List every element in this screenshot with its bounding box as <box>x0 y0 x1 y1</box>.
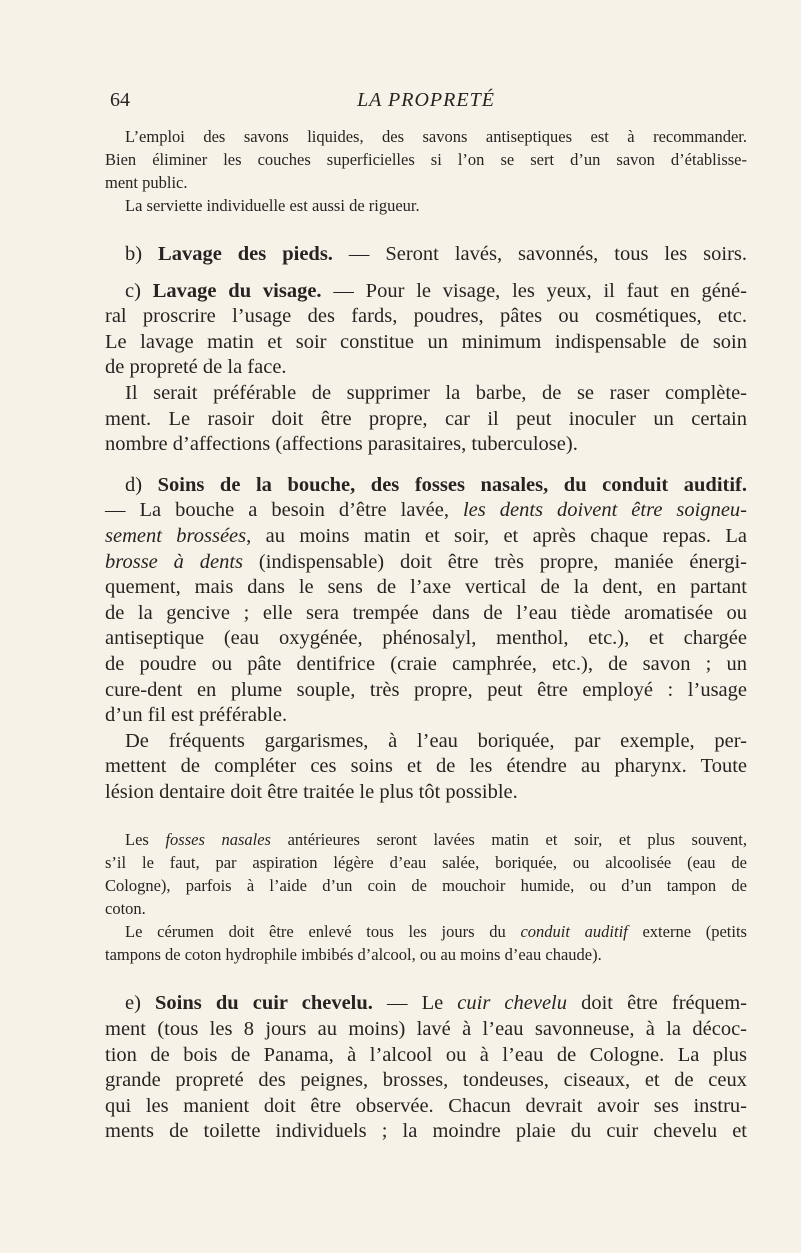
text-line <box>105 729 747 755</box>
body-text: d) <box>125 473 158 496</box>
text-line <box>105 524 747 550</box>
body-text: — Le <box>372 992 458 1015</box>
text-line <box>105 148 747 171</box>
body-text: ments de toilette individuels ; la moindre plaie du cuir chevelu et <box>105 1120 747 1143</box>
text-line <box>105 851 747 874</box>
page-number: 64 <box>110 89 130 111</box>
body-text: La serviette individuelle est aussi de rigueur. <box>125 196 420 215</box>
section-heading: Lavage des pieds. <box>158 243 333 265</box>
text-line <box>105 991 747 1017</box>
text-line <box>105 626 747 652</box>
body-text: cure-dent en plume souple, très propre, peut être employé : l’usage <box>105 678 747 701</box>
emphasis-text: les dents doivent être soigneu- <box>462 499 748 522</box>
body-text: grande propreté des peignes, brosses, tondeuses, ciseaux, et de ceux <box>105 1069 747 1092</box>
text-line <box>105 897 747 920</box>
text-line <box>105 279 747 305</box>
text-line <box>105 1094 747 1120</box>
body-text: quement, mais dans le sens de l’axe vertical de la dent, en partant <box>105 576 747 599</box>
text-line <box>105 194 747 217</box>
body-text: lésion dentaire doit être traitée le plus tôt possible. <box>105 780 518 803</box>
text-line <box>105 780 747 806</box>
body-text: , au moins matin et soir, et après chaque repas. La <box>246 524 747 547</box>
emphasis-text: fosses nasales <box>165 830 271 850</box>
body-text: b) <box>125 243 159 265</box>
body-text: c) <box>125 279 153 302</box>
text-line <box>105 874 747 897</box>
body-text: Bien éliminer les couches superficielles si l’on se sert d’un savon d’établisse- <box>105 150 747 169</box>
body-text: de la gencive ; elle sera trempée dans de l’eau tiède aromatisée ou <box>105 601 747 624</box>
text-line <box>105 920 747 943</box>
body-text: — La bouche a besoin d’être lavée, <box>105 499 463 522</box>
text-line <box>105 1068 747 1094</box>
body-text: nombre d’affections (affections parasitaires, tuberculose). <box>105 433 578 456</box>
body-text: L’emploi des savons liquides, des savons antiseptiques est à recommander. <box>125 127 747 146</box>
body-text: coton. <box>105 899 146 919</box>
page-body <box>105 125 747 1145</box>
text-line <box>105 432 747 458</box>
note-small1 <box>105 125 747 217</box>
body-text: d’un fil est préférable. <box>105 704 288 727</box>
note-small2 <box>105 828 747 966</box>
text-line <box>105 703 747 729</box>
text-line <box>105 1119 747 1145</box>
body-text: ment public. <box>105 173 188 192</box>
body-text: antiseptique (eau oxygénée, phénosalyl, menthol, etc.), et chargée <box>105 627 747 650</box>
text-line <box>105 678 747 704</box>
running-title: LA PROPRETÉ <box>357 89 495 111</box>
text-line <box>105 407 747 433</box>
text-line <box>105 381 747 407</box>
text-line <box>105 498 747 524</box>
body-text: de poudre ou pâte dentifrice (craie camphrée, etc.), de savon ; un <box>105 652 747 675</box>
text-line <box>105 330 747 356</box>
body-text: antérieures seront lavées matin et soir, et plus souvent, <box>270 830 747 850</box>
text-line <box>105 943 747 966</box>
body-text: — Seront lavés, savonnés, tous les soirs. <box>332 243 747 265</box>
body-text: — Pour le visage, les yeux, il faut en géné- <box>321 279 747 302</box>
body-text: externe (petits <box>627 922 747 942</box>
body-text: Les <box>125 830 166 850</box>
body-text: ment (tous les 8 jours au moins) lavé à l’eau savonneuse, à la décoc- <box>105 1018 747 1041</box>
section-d <box>105 473 747 806</box>
page-header <box>105 88 747 112</box>
text-line <box>105 473 747 499</box>
body-text: qui les manient doit être observée. Chacun devrait avoir ses instru- <box>105 1094 747 1117</box>
text-line <box>105 304 747 330</box>
body-text: tampons de coton hydrophile imbibés d’alcool, ou au moins d’eau chaude). <box>105 945 602 965</box>
text-line <box>105 1017 747 1043</box>
section-e <box>105 991 747 1145</box>
text-line <box>105 355 747 381</box>
body-text: ral proscrire l’usage des fards, poudres, pâtes ou cosmétiques, etc. <box>105 305 747 328</box>
text-line <box>105 171 747 194</box>
section-c <box>105 279 747 458</box>
book-page <box>105 88 747 1145</box>
body-text: Le lavage matin et soir constitue un minimum indispensable de soin <box>105 330 747 353</box>
emphasis-text: brosse à dents <box>105 550 244 573</box>
body-text: e) <box>125 992 156 1015</box>
text-line <box>105 652 747 678</box>
text-line <box>105 575 747 601</box>
text-line <box>105 828 747 851</box>
body-text: mettent de compléter ces soins et de les étendre au pharynx. Toute <box>105 755 747 778</box>
section-heading: Soins de la bouche, des fosses nasales, du conduit auditif. <box>157 473 747 496</box>
section-heading: Lavage du visage. <box>152 279 322 302</box>
body-text: Cologne), parfois à l’aide d’un coin de mouchoir humide, ou d’un tampon de <box>105 876 747 896</box>
emphasis-text: conduit auditif <box>520 922 628 942</box>
text-line <box>105 242 747 268</box>
body-text: doit être fréquem- <box>567 992 747 1015</box>
body-text: tion de bois de Panama, à l’alcool ou à l’eau de Cologne. La plus <box>105 1043 747 1066</box>
text-line <box>105 754 747 780</box>
text-line <box>105 601 747 627</box>
body-text: s’il le faut, par aspiration légère d’eau salée, boriquée, ou alcoolisée (eau de <box>105 853 747 873</box>
text-line <box>105 1043 747 1069</box>
body-text: Il serait préférable de supprimer la barbe, de se raser complète- <box>125 381 747 404</box>
section-b <box>105 242 747 268</box>
body-text: de propreté de la face. <box>105 356 287 379</box>
text-line <box>105 550 747 576</box>
body-text: ment. Le rasoir doit être propre, car il peut inoculer un certain <box>105 407 747 430</box>
body-text: (indispensable) doit être très propre, maniée énergi- <box>243 550 748 573</box>
text-line <box>105 125 747 148</box>
body-text: Le cérumen doit être enlevé tous les jours du <box>125 922 521 942</box>
emphasis-text: cuir chevelu <box>457 992 567 1015</box>
body-text: De fréquents gargarismes, à l’eau boriquée, par exemple, per- <box>125 729 747 752</box>
section-heading: Soins du cuir chevelu. <box>155 992 373 1015</box>
emphasis-text: sement brossées <box>105 524 247 547</box>
